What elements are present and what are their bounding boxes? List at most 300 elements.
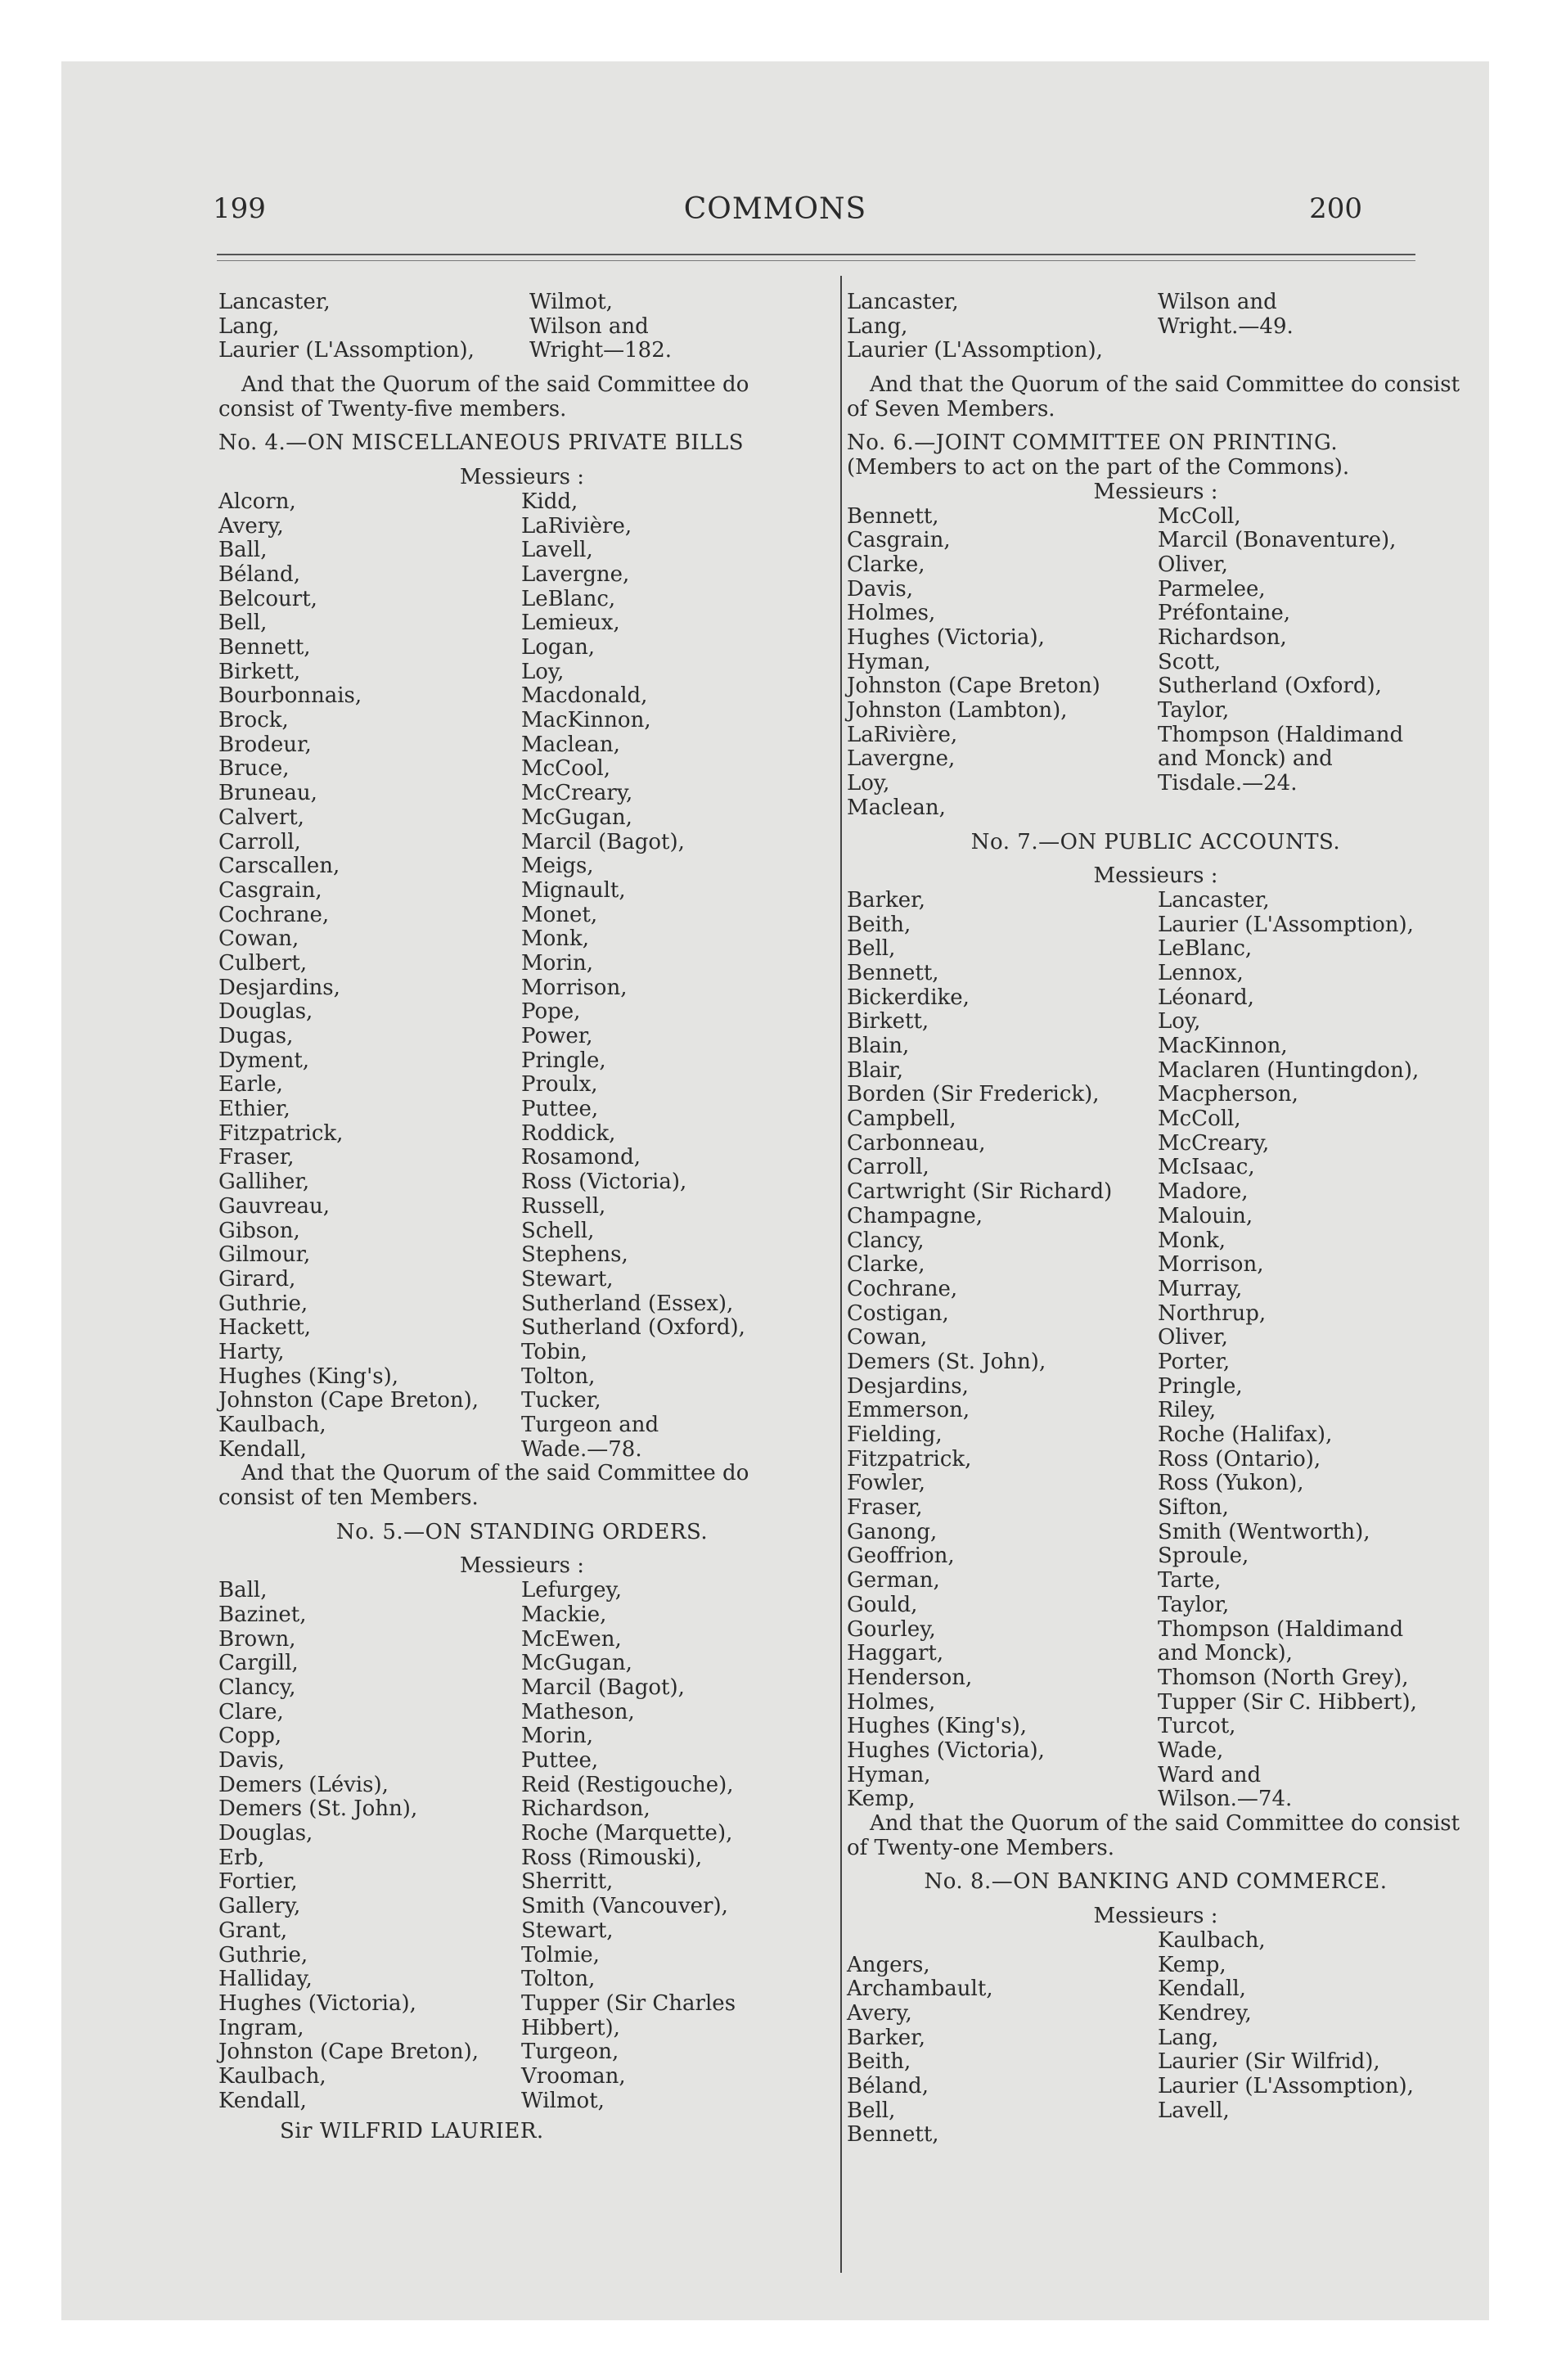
member-name: Wilmot, [529, 290, 613, 314]
member-name: Hyman, [847, 649, 931, 674]
member-name: Lavergne, [847, 746, 956, 772]
header-rule [217, 254, 1415, 255]
member-name: Douglas, [218, 999, 313, 1025]
member-name: Guthrie, [218, 1291, 308, 1316]
member-name: Erb, [218, 1845, 265, 1870]
member-name: Johnston (Cape Breton), [218, 2040, 479, 2065]
section4-names-col2 [521, 490, 826, 1463]
member-name: Carroll, [218, 829, 301, 854]
member-name: Power, [521, 1024, 593, 1048]
section4-names [218, 490, 826, 1463]
member-name: Thompson (Haldimand [1158, 1616, 1404, 1642]
page-number-left: 199 [213, 192, 266, 225]
member-name: McCreary, [521, 781, 633, 806]
member-name: Demers (Lévis), [218, 1772, 389, 1797]
quorum-text: And that the Quorum of the said Committee do consist of Twenty-one Members. [847, 1811, 1460, 1860]
member-name: Reid (Restigouche), [521, 1772, 734, 1797]
member-name: Halliday, [218, 1967, 313, 1992]
member-name: Cargill, [218, 1651, 299, 1676]
member-name: Ethier, [218, 1097, 290, 1122]
member-name: Fielding, [847, 1422, 943, 1448]
member-name: Marcil (Bagot), [521, 1675, 685, 1700]
member-name: Dugas, [218, 1024, 294, 1048]
left-top-names-col2 [529, 291, 826, 363]
member-name: LaRivière, [521, 513, 632, 539]
member-name: Tisdale.—24. [1158, 771, 1298, 796]
member-name: Tucker, [521, 1388, 601, 1413]
member-name [1158, 339, 1465, 363]
member-name: Tupper (Sir C. Hibbert), [1158, 1689, 1417, 1715]
member-name: Maclaren (Huntingdon), [1158, 1057, 1420, 1083]
member-name [847, 1929, 1158, 1954]
member-name: Turcot, [1158, 1714, 1236, 1739]
member-name: Tarte, [1158, 1568, 1222, 1593]
member-name: Cochrane, [218, 902, 330, 927]
member-name: Pringle, [521, 1048, 606, 1073]
member-name: Cochrane, [847, 1276, 958, 1301]
member-name: Guthrie, [218, 1942, 308, 1968]
section8-names-col2 [1158, 1929, 1465, 2148]
member-name: Brock, [218, 708, 289, 733]
section-heading: No. 6.—JOINT COMMITTEE ON PRINTING. [847, 430, 1339, 456]
member-name: Gilmour, [218, 1242, 311, 1268]
section-heading: No. 7.—ON PUBLIC ACCOUNTS. [970, 829, 1341, 854]
member-name: Scott, [1158, 649, 1222, 674]
section5-names-col1 [218, 1579, 521, 2113]
member-name: Bruce, [218, 756, 290, 782]
member-name: Wilmot, [521, 2088, 605, 2113]
member-name: Sifton, [1158, 1495, 1229, 1521]
member-name: Holmes, [847, 601, 936, 626]
member-name: Lefurgey, [521, 1578, 622, 1603]
member-name: McColl, [1158, 503, 1241, 529]
member-name: Russell, [521, 1193, 606, 1219]
member-name: Ross (Victoria), [521, 1170, 687, 1195]
member-name: Ross (Yukon), [1158, 1471, 1304, 1496]
member-name: Emmerson, [847, 1398, 970, 1423]
member-name: Northrup, [1158, 1300, 1267, 1326]
member-name: Lavergne, [521, 561, 630, 587]
member-name: Ross (Rimouski), [521, 1845, 703, 1870]
member-name: Lancaster, [218, 290, 331, 314]
member-name: Morrison, [1158, 1252, 1264, 1278]
member-name: Brodeur, [218, 732, 312, 757]
member-name: Roche (Halifax), [1158, 1422, 1333, 1448]
member-name: Bennett, [847, 960, 939, 985]
member-name: Mignault, [521, 877, 626, 903]
member-name: Carscallen, [218, 854, 340, 879]
member-name: Cowan, [218, 926, 299, 952]
member-name: Porter, [1158, 1349, 1231, 1374]
member-name: Johnston (Lambton), [847, 698, 1068, 723]
member-name: Ganong, [847, 1519, 938, 1544]
member-name: McIsaac, [1158, 1155, 1255, 1180]
member-name: Loy, [521, 659, 565, 684]
member-name: Bazinet, [218, 1602, 307, 1627]
member-name: Tolton, [521, 1364, 596, 1389]
member-name: Hughes (Victoria), [218, 1990, 416, 2016]
signature-footer: Sir WILFRID LAURIER. [280, 2119, 544, 2144]
member-name: Gourley, [847, 1616, 936, 1642]
member-name: German, [847, 1568, 940, 1593]
member-name: Vrooman, [521, 2063, 626, 2089]
section5-names-col2 [521, 1579, 826, 2113]
member-name [1158, 796, 1465, 821]
section-subheading: (Members to act on the part of the Commons). [847, 455, 1350, 480]
member-name: Stewart, [521, 1266, 614, 1291]
member-name: Clare, [218, 1699, 284, 1724]
member-name: Laurier (L'Assomption), [1158, 2073, 1414, 2098]
member-name: Kendall, [218, 1436, 307, 1462]
member-name: Lancaster, [1158, 887, 1270, 913]
member-name: Taylor, [1158, 698, 1230, 723]
member-name: Morin, [521, 1724, 594, 1749]
member-name: Malouin, [1158, 1203, 1253, 1228]
member-name: Wilson and [1158, 290, 1277, 314]
member-name: Avery, [847, 2000, 912, 2026]
member-name: Sherritt, [521, 1869, 614, 1895]
member-name: Hughes (Victoria), [847, 1738, 1045, 1763]
member-name: MacKinnon, [521, 708, 651, 733]
member-name: Béland, [218, 561, 300, 587]
member-name: Geoffrion, [847, 1544, 955, 1569]
member-name: Lemieux, [521, 611, 620, 636]
member-name: Kidd, [521, 489, 578, 514]
section8-names-col1 [847, 1929, 1158, 2148]
member-name: Davis, [847, 576, 913, 602]
member-name: Blair, [847, 1057, 904, 1083]
member-name: Maclean, [847, 795, 946, 820]
member-name: Logan, [521, 635, 596, 660]
member-name: Madore, [1158, 1179, 1249, 1205]
section5-names [218, 1579, 826, 2113]
right-top-names-col1 [847, 291, 1158, 363]
member-name: Kendall, [218, 2088, 307, 2113]
member-name: Puttee, [521, 1748, 599, 1773]
member-name: Haggart, [847, 1641, 944, 1666]
messieurs-label: Messieurs : [1093, 1904, 1218, 1929]
member-name: Lancaster, [847, 290, 959, 314]
member-name: LeBlanc, [1158, 936, 1253, 962]
member-name: McGugan, [521, 1651, 632, 1676]
member-name: Clarke, [847, 1252, 925, 1278]
member-name: Cartwright (Sir Richard) [847, 1179, 1113, 1205]
section-heading: No. 8.—ON BANKING AND COMMERCE. [924, 1869, 1388, 1895]
right-column [847, 291, 1465, 2148]
member-name: Kaulbach, [1158, 1927, 1266, 1953]
member-name: Pope, [521, 999, 581, 1025]
member-name: Kaulbach, [218, 1413, 326, 1437]
member-name: Parmelee, [1158, 576, 1266, 602]
member-name: Archambault, [847, 1977, 993, 2002]
member-name: McEwen, [521, 1626, 622, 1652]
member-name: Sutherland (Oxford), [521, 1315, 745, 1341]
member-name: Lang, [1158, 2025, 1219, 2050]
member-name: Loy, [847, 771, 890, 796]
member-name: Birkett, [218, 659, 301, 684]
section7-names-col1 [847, 889, 1158, 1812]
member-name: Sproule, [1158, 1544, 1249, 1569]
member-name: Fraser, [218, 1145, 295, 1170]
member-name: Beith, [847, 912, 911, 937]
member-name: Smith (Vancouver), [521, 1894, 728, 1919]
member-name: Sutherland (Essex), [521, 1291, 734, 1316]
member-name: Oliver, [1158, 552, 1228, 577]
member-name: McCreary, [1158, 1130, 1270, 1156]
member-name: Laurier (Sir Wilfrid), [1158, 2049, 1380, 2075]
member-name: Bennett, [847, 503, 939, 529]
member-name: Hughes (King's), [847, 1714, 1027, 1739]
member-name: Dyment, [218, 1048, 310, 1073]
member-name: Murray, [1158, 1276, 1243, 1301]
member-name: Tolton, [521, 1967, 596, 1992]
member-name: Hibbert), [521, 2015, 620, 2040]
member-name: Beith, [847, 2049, 911, 2075]
member-name: MacKinnon, [1158, 1034, 1288, 1059]
member-name: Gibson, [218, 1218, 300, 1243]
member-name: Préfontaine, [1158, 601, 1290, 626]
member-name: Lavell, [521, 538, 593, 563]
member-name: Clancy, [847, 1228, 925, 1253]
member-name: Taylor, [1158, 1592, 1230, 1617]
member-name: Angers, [847, 1952, 930, 1977]
member-name: Meigs, [521, 854, 594, 879]
member-name: Carroll, [847, 1155, 929, 1180]
member-name: Hughes (Victoria), [847, 625, 1045, 651]
member-name: Fraser, [847, 1495, 923, 1521]
member-name: Borden (Sir Frederick), [847, 1082, 1100, 1107]
member-name: Bourbonnais, [218, 683, 362, 709]
member-name: Fitzpatrick, [218, 1120, 344, 1146]
messieurs-label: Messieurs : [460, 1553, 584, 1579]
member-name: Culbert, [218, 950, 308, 976]
member-name: Laurier (L'Assomption), [218, 338, 475, 363]
member-name: Hughes (King's), [218, 1364, 398, 1389]
member-name: Blain, [847, 1034, 910, 1059]
member-name: Carbonneau, [847, 1130, 986, 1156]
member-name: McGugan, [521, 805, 632, 830]
member-name: Macdonald, [521, 683, 648, 709]
member-name: Campbell, [847, 1107, 956, 1132]
quorum-text: And that the Quorum of the said Committee do consist of ten Members. [218, 1461, 749, 1511]
member-name: Gallery, [218, 1894, 301, 1919]
member-name: Morin, [521, 950, 594, 976]
messieurs-label: Messieurs : [1093, 863, 1218, 889]
member-name: Bennett, [847, 2122, 939, 2148]
member-name: Tobin, [521, 1339, 587, 1364]
section6-names [847, 505, 1465, 821]
member-name: Kendrey, [1158, 2000, 1252, 2026]
section4-names-col1 [218, 490, 521, 1463]
member-name: Schell, [521, 1218, 595, 1243]
member-name: Clarke, [847, 552, 925, 577]
member-name: Fowler, [847, 1471, 926, 1496]
section-heading: No. 5.—ON STANDING ORDERS. [335, 1519, 709, 1544]
member-name: Lang, [847, 313, 908, 339]
member-name: Grant, [218, 1918, 288, 1943]
member-name [1158, 2123, 1465, 2148]
member-name: LeBlanc, [521, 586, 616, 611]
member-name: Thompson (Haldimand [1158, 722, 1404, 747]
member-name: Wade, [1158, 1738, 1224, 1763]
member-name: Hackett, [218, 1315, 312, 1341]
member-name: Fortier, [218, 1869, 298, 1895]
member-name: Douglas, [218, 1821, 313, 1846]
section8-names [847, 1929, 1465, 2148]
member-name: Riley, [1158, 1398, 1217, 1423]
member-name: Marcil (Bagot), [521, 829, 685, 854]
member-name: Roddick, [521, 1120, 616, 1146]
section7-names [847, 889, 1465, 1812]
member-name: Laurier (L'Assomption), [1158, 912, 1414, 937]
member-name: Davis, [218, 1748, 285, 1773]
member-name: Earle, [218, 1072, 283, 1098]
member-name: Fitzpatrick, [847, 1446, 972, 1472]
member-name: Girard, [218, 1266, 296, 1291]
member-name: Brown, [218, 1626, 296, 1652]
member-name: Loy, [1158, 1009, 1201, 1034]
page-header [61, 192, 1489, 241]
member-name: Marcil (Bonaventure), [1158, 528, 1397, 553]
member-name: Puttee, [521, 1097, 599, 1122]
member-name: Harty, [218, 1339, 285, 1364]
member-name: Clancy, [218, 1675, 296, 1700]
left-top-names-col1 [218, 291, 529, 363]
member-name: Holmes, [847, 1689, 936, 1715]
column-divider [840, 276, 842, 2273]
member-name: LaRivière, [847, 722, 958, 747]
member-name: Wright.—49. [1158, 313, 1294, 339]
member-name: and Monck) and [1158, 746, 1333, 772]
member-name: Matheson, [521, 1699, 635, 1724]
member-name: Gauvreau, [218, 1193, 331, 1219]
page-number-right: 200 [1309, 192, 1362, 225]
member-name: Avery, [218, 513, 284, 539]
member-name: Kendall, [1158, 1977, 1246, 2002]
right-top-names [847, 291, 1465, 363]
member-name: Ingram, [218, 2015, 304, 2040]
member-name: Casgrain, [847, 528, 951, 553]
member-name: Roche (Marquette), [521, 1821, 733, 1846]
member-name: Béland, [847, 2073, 929, 2098]
member-name: Maclean, [521, 732, 620, 757]
member-name: Henderson, [847, 1665, 973, 1690]
member-name: Desjardins, [218, 975, 340, 1000]
member-name: Macpherson, [1158, 1082, 1298, 1107]
member-name: Gould, [847, 1592, 918, 1617]
member-name: and Monck), [1158, 1641, 1293, 1666]
member-name: Ball, [218, 1578, 268, 1603]
member-name: Ward and [1158, 1762, 1262, 1787]
member-name: Mackie, [521, 1602, 607, 1627]
member-name: Costigan, [847, 1300, 949, 1326]
member-name: Ross (Ontario), [1158, 1446, 1321, 1472]
member-name: Richardson, [1158, 625, 1287, 651]
member-name: Demers (St. John), [847, 1349, 1046, 1374]
member-name: Birkett, [847, 1009, 929, 1034]
member-name: Hyman, [847, 1762, 931, 1787]
member-name: Barker, [847, 2025, 926, 2050]
member-name: Pringle, [1158, 1373, 1243, 1399]
member-name: Copp, [218, 1724, 282, 1749]
member-name: Wade.—78. [521, 1436, 642, 1462]
section-heading: No. 4.—ON MISCELLANEOUS PRIVATE BILLS [218, 430, 745, 456]
member-name: Galliher, [218, 1170, 310, 1195]
member-name: Rosamond, [521, 1145, 641, 1170]
member-name: Johnston (Cape Breton) [847, 674, 1100, 699]
member-name: Richardson, [521, 1796, 650, 1822]
member-name: Oliver, [1158, 1325, 1228, 1350]
member-name: Laurier (L'Assomption), [847, 338, 1103, 363]
member-name: Bennett, [218, 635, 311, 660]
member-name: Monk, [521, 926, 590, 952]
member-name: Tupper (Sir Charles [521, 1990, 736, 2016]
messieurs-label: Messieurs : [1093, 479, 1218, 504]
quorum-text: And that the Quorum of the said Committee do consist of Twenty-five members. [218, 372, 749, 421]
page-title: COMMONS [683, 192, 867, 226]
member-name: Johnston (Cape Breton), [218, 1388, 479, 1413]
member-name: Kemp, [847, 1787, 916, 1812]
member-name: Bell, [847, 936, 896, 962]
member-name: Proulx, [521, 1072, 598, 1098]
member-name: Turgeon and [521, 1413, 659, 1437]
member-name: Bell, [847, 2098, 896, 2123]
member-name: Casgrain, [218, 877, 322, 903]
member-name: Champagne, [847, 1203, 983, 1228]
section6-names-col1 [847, 505, 1158, 821]
member-name: Léonard, [1158, 985, 1254, 1010]
member-name: Stephens, [521, 1242, 628, 1268]
quorum-text: And that the Quorum of the said Committee do consist of Seven Members. [847, 372, 1460, 421]
member-name: Thomson (North Grey), [1158, 1665, 1409, 1690]
member-name: Calvert, [218, 805, 304, 830]
member-name: Bell, [218, 611, 268, 636]
member-name: Morrison, [521, 975, 628, 1000]
member-name: Belcourt, [218, 586, 317, 611]
member-name: Lennox, [1158, 960, 1244, 985]
member-name: Smith (Wentworth), [1158, 1519, 1370, 1544]
left-top-names [218, 291, 826, 363]
member-name: McColl, [1158, 1107, 1241, 1132]
member-name: Wright—182. [529, 338, 673, 363]
member-name: Cowan, [847, 1325, 928, 1350]
member-name: Kaulbach, [218, 2063, 326, 2089]
member-name: Demers (St. John), [218, 1796, 418, 1822]
member-name: Lang, [218, 313, 280, 339]
member-name: Turgeon, [521, 2040, 619, 2065]
header-rule-thin [217, 260, 1415, 261]
member-name: Kemp, [1158, 1952, 1226, 1977]
member-name: Tolmie, [521, 1942, 600, 1968]
member-name: Barker, [847, 887, 926, 913]
member-name: Lavell, [1158, 2098, 1230, 2123]
section6-names-col2 [1158, 505, 1465, 821]
page-sheet [61, 61, 1489, 2320]
member-name: Wilson.—74. [1158, 1787, 1293, 1812]
member-name: Sutherland (Oxford), [1158, 674, 1382, 699]
section7-names-col2 [1158, 889, 1465, 1812]
member-name: Wilson and [529, 313, 649, 339]
member-name: Bickerdike, [847, 985, 970, 1010]
member-name: Monet, [521, 902, 598, 927]
member-name: Bruneau, [218, 781, 317, 806]
member-name: Stewart, [521, 1918, 614, 1943]
messieurs-label: Messieurs : [460, 465, 584, 490]
member-name: Alcorn, [218, 489, 296, 514]
member-name: Monk, [1158, 1228, 1226, 1253]
member-name: McCool, [521, 756, 610, 782]
member-name: Desjardins, [847, 1373, 969, 1399]
